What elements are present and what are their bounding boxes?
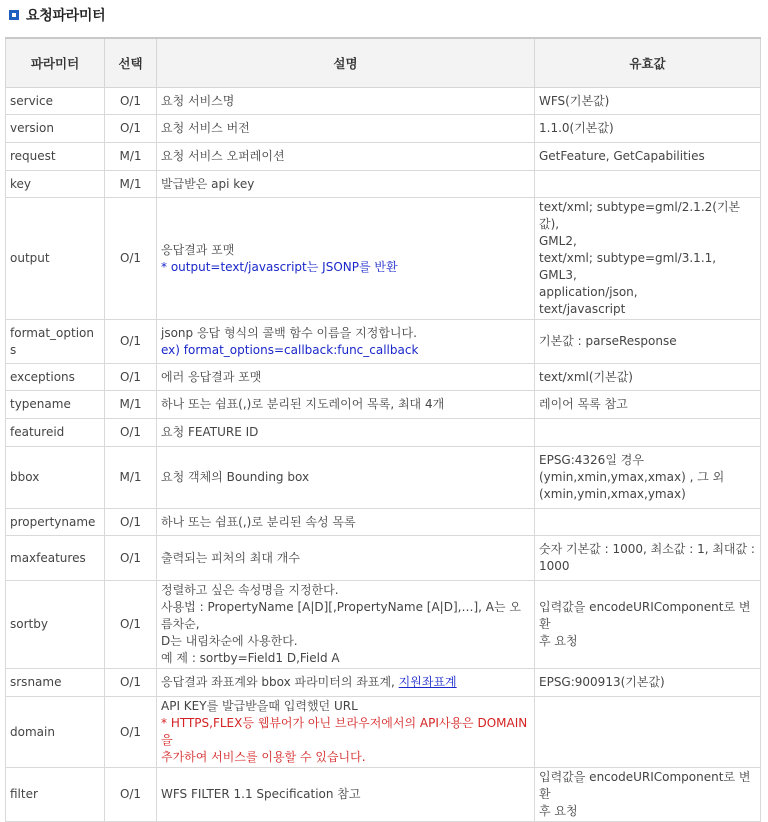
description-text: D는 내림차순에 사용한다.	[161, 634, 298, 648]
description-cell	[157, 171, 535, 198]
table-row	[6, 447, 761, 509]
table-row	[6, 581, 761, 669]
param-name-cell: filter	[6, 768, 105, 822]
valid-values-cell	[535, 364, 761, 391]
selection-cell: M/1	[105, 143, 157, 171]
description-text: 요청 서비스명	[161, 93, 235, 108]
valid-values-cell	[535, 581, 761, 669]
description-cell	[157, 143, 535, 171]
valid-value-line: 후 요청	[539, 804, 578, 818]
param-name-cell: request	[6, 143, 105, 171]
valid-value-line: GML2,	[539, 234, 577, 248]
table-row	[6, 509, 761, 536]
description-text: 추가하여 서비스를 이용할 수 있습니다.	[161, 750, 366, 764]
description-line	[161, 93, 530, 110]
selection-cell: O/1	[105, 115, 157, 143]
header-selection: 선택	[105, 38, 157, 88]
param-name-cell: typename	[6, 391, 105, 419]
param-name-cell: srsname	[6, 669, 105, 697]
valid-value-line: WFS(기본값)	[539, 93, 610, 108]
description-line	[161, 369, 530, 386]
parameter-table	[5, 37, 761, 822]
selection-cell: O/1	[105, 581, 157, 669]
param-name-cell: exceptions	[6, 364, 105, 391]
valid-value-line: 1000	[539, 559, 570, 573]
param-name-cell: propertyname	[6, 509, 105, 536]
description-line	[161, 650, 530, 667]
supported-crs-link[interactable]: 지원좌표계	[398, 675, 457, 689]
description-text: 발급받은 api key	[161, 176, 255, 191]
description-line	[161, 176, 530, 193]
table-row	[6, 697, 761, 768]
selection-cell: M/1	[105, 391, 157, 419]
valid-value-line: EPSG:4326일 경우	[539, 453, 644, 467]
selection-cell: O/1	[105, 768, 157, 822]
table-row	[6, 419, 761, 447]
param-name-cell: service	[6, 88, 105, 115]
description-cell	[157, 198, 535, 320]
valid-values-cell	[535, 447, 761, 509]
description-text: 요청 서비스 오퍼레이션	[161, 149, 285, 163]
description-text: 응답결과 좌표계와 bbox 파라미터의 좌표계,	[161, 675, 399, 689]
description-cell	[157, 419, 535, 447]
valid-value-line: 후 요청	[539, 634, 578, 648]
table-row	[6, 198, 761, 320]
selection-cell: O/1	[105, 669, 157, 697]
valid-values-cell	[535, 697, 761, 768]
description-text: ex) format_options=callback:func_callback	[161, 342, 419, 357]
table-row	[6, 536, 761, 581]
description-text: API KEY를 발급받을때 입력했던 URL	[161, 699, 358, 713]
valid-value-line: 기본값 : parseResponse	[539, 334, 677, 348]
description-line	[161, 469, 530, 486]
description-line	[161, 120, 530, 137]
description-cell	[157, 364, 535, 391]
description-text: WFS FILTER 1.1 Specification 참고	[161, 787, 361, 801]
description-line	[161, 633, 530, 650]
description-line	[161, 550, 530, 567]
description-text: 요청 FEATURE ID	[161, 425, 259, 439]
description-line	[161, 715, 530, 749]
selection-cell: O/1	[105, 198, 157, 320]
header-description: 설명	[157, 38, 535, 88]
selection-cell: O/1	[105, 536, 157, 581]
selection-cell: O/1	[105, 364, 157, 391]
description-text: 하나 또는 쉼표(,)로 분리된 지도레이어 목록, 최대 4개	[161, 397, 445, 411]
valid-value-line: GetFeature, GetCapabilities	[539, 149, 705, 163]
valid-value-line: application/json,	[539, 285, 638, 299]
valid-value-line: text/xml; subtype=gml/2.1.2(기본값),	[539, 200, 741, 231]
description-cell	[157, 581, 535, 669]
valid-values-cell	[535, 115, 761, 143]
param-name-cell: output	[6, 198, 105, 320]
valid-values-cell	[535, 143, 761, 171]
param-name-cell: version	[6, 115, 105, 143]
param-name-cell: sortby	[6, 581, 105, 669]
description-text: 출력되는 피처의 최대 개수	[161, 550, 300, 565]
param-name-cell: key	[6, 171, 105, 198]
table-row	[6, 88, 761, 115]
section-title: 요청파라미터	[26, 8, 106, 24]
description-text: jsonp 응답 형식의 콜백 함수 이름을 지정합니다.	[161, 325, 417, 340]
valid-values-cell	[535, 88, 761, 115]
valid-values-cell	[535, 198, 761, 320]
square-bullet-icon	[9, 10, 19, 20]
description-text: 요청 서비스 버전	[161, 121, 250, 135]
description-text: * HTTPS,FLEX등 웹뷰어가 아닌 브라우저에서의 API사용은 DOMAIN을	[161, 716, 528, 747]
description-line	[161, 342, 530, 359]
valid-values-cell	[535, 419, 761, 447]
description-cell	[157, 669, 535, 697]
valid-value-line: 1.1.0(기본값)	[539, 121, 614, 135]
table-body	[6, 88, 761, 822]
valid-value-line: 입력값을 encodeURIComponent로 변환	[539, 600, 751, 631]
description-line	[161, 148, 530, 165]
table-header-row	[6, 38, 761, 88]
table-row	[6, 115, 761, 143]
description-text: 예 제 : sortby=Field1 D,Field A	[161, 651, 340, 665]
selection-cell: M/1	[105, 171, 157, 198]
table-row	[6, 171, 761, 198]
valid-value-line: 레이어 목록 참고	[539, 397, 628, 411]
param-name-cell: maxfeatures	[6, 536, 105, 581]
valid-value-line: 숫자 기본값 : 1000, 최소값 : 1, 최대값 :	[539, 542, 755, 556]
description-text: 사용법 : PropertyName [A|D][,PropertyName [A|D],…], A는 오름차순,	[161, 600, 521, 631]
description-line	[161, 242, 530, 259]
description-line	[161, 396, 530, 413]
param-name-cell: featureid	[6, 419, 105, 447]
description-cell	[157, 509, 535, 536]
description-cell	[157, 391, 535, 419]
selection-cell: M/1	[105, 447, 157, 509]
description-line	[161, 259, 530, 276]
description-text: 하나 또는 쉼표(,)로 분리된 속성 목록	[161, 514, 356, 529]
description-cell	[157, 447, 535, 509]
table-row	[6, 143, 761, 171]
description-cell	[157, 88, 535, 115]
valid-value-line: EPSG:900913(기본값)	[539, 675, 665, 689]
description-line	[161, 424, 530, 441]
valid-values-cell	[535, 391, 761, 419]
description-text: 에러 응답결과 포맷	[161, 369, 262, 384]
description-line	[161, 749, 530, 766]
valid-value-line: 입력값을 encodeURIComponent로 변환	[539, 770, 751, 801]
valid-values-cell	[535, 536, 761, 581]
table-row	[6, 364, 761, 391]
description-cell	[157, 536, 535, 581]
valid-values-cell	[535, 320, 761, 364]
description-text: * output=text/javascript는 JSONP를 반환	[161, 259, 398, 274]
param-name-cell: domain	[6, 697, 105, 768]
section-heading	[9, 5, 105, 25]
table-row	[6, 391, 761, 419]
selection-cell: O/1	[105, 88, 157, 115]
selection-cell: O/1	[105, 320, 157, 364]
param-name-cell: bbox	[6, 447, 105, 509]
valid-value-line: text/xml(기본값)	[539, 369, 633, 384]
description-line	[161, 325, 530, 342]
selection-cell: O/1	[105, 509, 157, 536]
valid-values-cell	[535, 669, 761, 697]
selection-cell: O/1	[105, 697, 157, 768]
description-cell	[157, 320, 535, 364]
description-text: 응답결과 포맷	[161, 242, 235, 257]
param-name-cell: format_options	[6, 320, 105, 364]
description-text: 정렬하고 싶은 속성명을 지정한다.	[161, 583, 339, 597]
description-line	[161, 582, 530, 599]
description-line	[161, 698, 530, 715]
description-cell	[157, 697, 535, 768]
description-text: 요청 객체의 Bounding box	[161, 470, 310, 484]
selection-cell: O/1	[105, 419, 157, 447]
table-row	[6, 320, 761, 364]
description-line	[161, 514, 530, 531]
header-parameter: 파라미터	[6, 38, 105, 88]
valid-values-cell	[535, 171, 761, 198]
valid-values-cell	[535, 509, 761, 536]
valid-value-line: text/xml; subtype=gml/3.1.1,	[539, 251, 717, 265]
table-row	[6, 669, 761, 697]
valid-value-line: GML3,	[539, 268, 577, 282]
description-line	[161, 599, 530, 633]
valid-value-line: (xmin,ymin,xmax,ymax)	[539, 487, 686, 501]
valid-value-line: (ymin,xmin,ymax,xmax) , 그 외	[539, 470, 725, 484]
description-line	[161, 674, 530, 691]
valid-value-line: text/javascript	[539, 302, 626, 316]
header-valid-values: 유효값	[535, 38, 761, 88]
description-cell	[157, 115, 535, 143]
